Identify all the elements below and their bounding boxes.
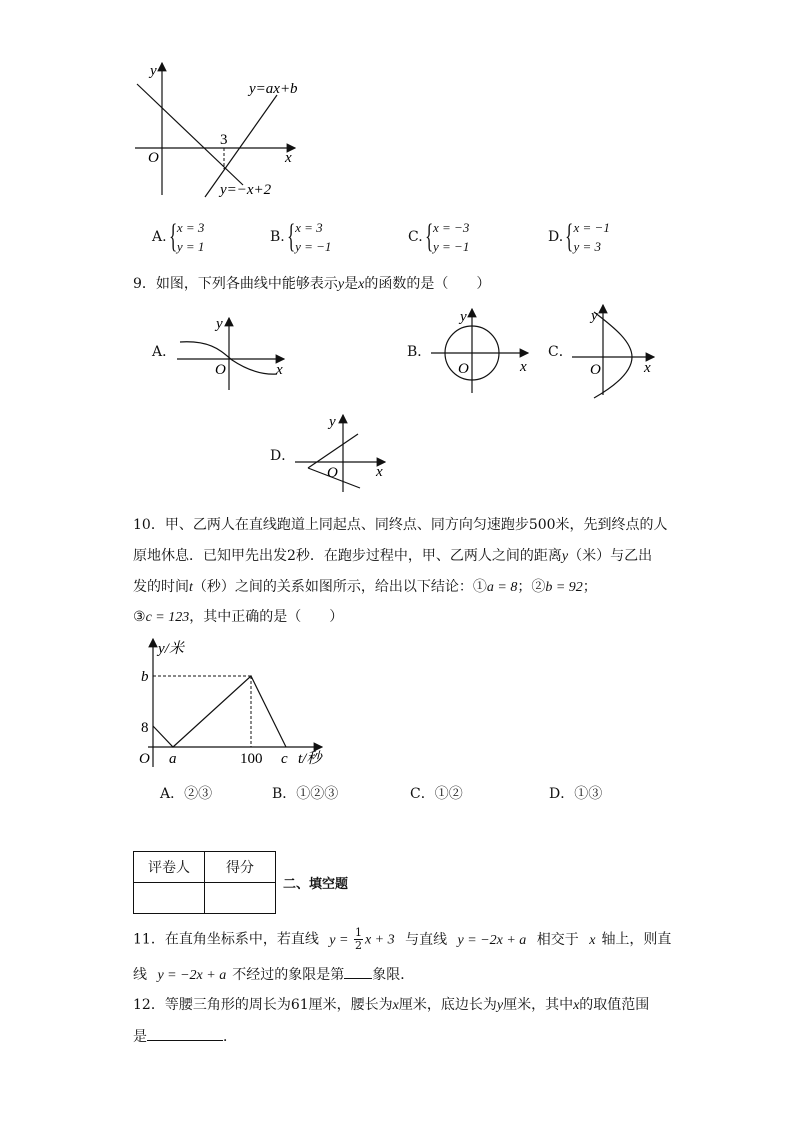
svg-text:y: y — [460, 309, 467, 325]
q8-option-c[interactable]: C. { x = −3 y = −1 — [408, 218, 470, 255]
q10-line4: ③c = 123，其中正确的是（ ） — [133, 609, 344, 625]
x-axis-label: x — [285, 150, 292, 166]
svg-text:O: O — [215, 362, 226, 378]
q10-graph — [130, 633, 330, 773]
eight-label: 8 — [141, 720, 149, 736]
q9-option-b-label[interactable]: B． — [407, 344, 432, 360]
score-table — [133, 851, 276, 914]
svg-text:x: x — [376, 464, 383, 480]
score-header: 得分 — [205, 852, 276, 883]
q9-option-c-label[interactable]: C． — [548, 344, 573, 360]
svg-text:x: x — [520, 359, 527, 375]
score-cell[interactable] — [205, 883, 276, 914]
q12-line1: 12．等腰三角形的周长为61厘米，腰长为x厘米，底边长为y厘米，其中x的取值范围 — [133, 997, 650, 1013]
svg-text:x: x — [276, 362, 283, 378]
q8-option-d[interactable]: D. { x = −1 y = 3 — [548, 218, 610, 255]
origin-label: O — [139, 751, 150, 767]
q10-option-c[interactable]: C．①② — [410, 786, 463, 802]
svg-text:O: O — [458, 361, 469, 377]
svg-text:x: x — [644, 360, 651, 376]
y-axis-label: y/米 — [158, 641, 184, 657]
b-label: b — [141, 669, 149, 685]
q9-option-a-label[interactable]: A． — [152, 344, 177, 360]
q10-line3: 发的时间t（秒）之间的关系如图所示，给出以下结论：①a = 8；②b = 92； — [133, 579, 597, 595]
q8-option-a[interactable]: A. { x = 3 y = 1 — [152, 218, 205, 255]
q11-line1: 11．在直角坐标系中，若直线 y = $\frac{1}{2}$ x + 3 与直线 y = −2x + a 相交于 x 轴上，则直 — [133, 926, 672, 952]
q9-option-d-label[interactable]: D． — [270, 448, 296, 464]
y-axis-label: y — [150, 63, 157, 79]
line2-label: y=−x+2 — [220, 182, 272, 198]
q10-line2: 原地休息．已知甲先出发2秒．在跑步过程中，甲、乙两人之间的距离y（米）与乙出 — [133, 548, 653, 564]
hundred-label: 100 — [240, 751, 263, 767]
section-title: 二、填空题 — [283, 877, 349, 892]
svg-text:O: O — [590, 362, 601, 378]
q8-graph — [125, 55, 310, 205]
svg-text:y: y — [591, 308, 598, 324]
q9-graph-d[interactable] — [290, 410, 390, 495]
fraction-one-half: $\frac{1}{2}$ — [354, 926, 362, 952]
origin-label: O — [148, 150, 159, 166]
q11-line2: 线 y = −2x + a 不经过的象限是第 象限． — [133, 964, 414, 986]
svg-text:O: O — [327, 465, 338, 481]
curve-c-parabola — [594, 312, 632, 398]
x-axis-label: t/秒 — [298, 751, 322, 767]
q9-graph-c[interactable] — [570, 300, 660, 400]
q9-graph-a[interactable] — [172, 312, 292, 392]
svg-text:y: y — [329, 414, 336, 430]
q11-answer-blank[interactable] — [344, 964, 372, 979]
q12-answer-blank[interactable] — [147, 1026, 223, 1041]
curve-d-upper — [308, 434, 358, 468]
q10-option-d[interactable]: D．①③ — [549, 786, 603, 802]
reviewer-header: 评卷人 — [134, 852, 205, 883]
q8-option-b[interactable]: B. { x = 3 y = −1 — [270, 218, 332, 255]
line1-label: y=ax+b — [249, 81, 298, 97]
a-label: a — [169, 751, 177, 767]
q9-stem: 9．如图，下列各曲线中能够表示y是x的函数的是（ ） — [133, 276, 491, 292]
tick-3-label: 3 — [220, 132, 228, 148]
q10-line1: 10．甲、乙两人在直线跑道上同起点、同终点、同方向匀速跑步500米，先到终点的人 — [133, 517, 668, 533]
q9-graph-b[interactable] — [428, 305, 538, 395]
q10-option-a[interactable]: A．②③ — [160, 786, 213, 802]
reviewer-cell[interactable] — [134, 883, 205, 914]
c-label: c — [281, 751, 288, 767]
distance-polyline — [153, 676, 286, 747]
q12-line2: 是 ． — [133, 1026, 237, 1047]
svg-text:y: y — [216, 316, 223, 332]
q10-option-b[interactable]: B．①②③ — [272, 786, 339, 802]
